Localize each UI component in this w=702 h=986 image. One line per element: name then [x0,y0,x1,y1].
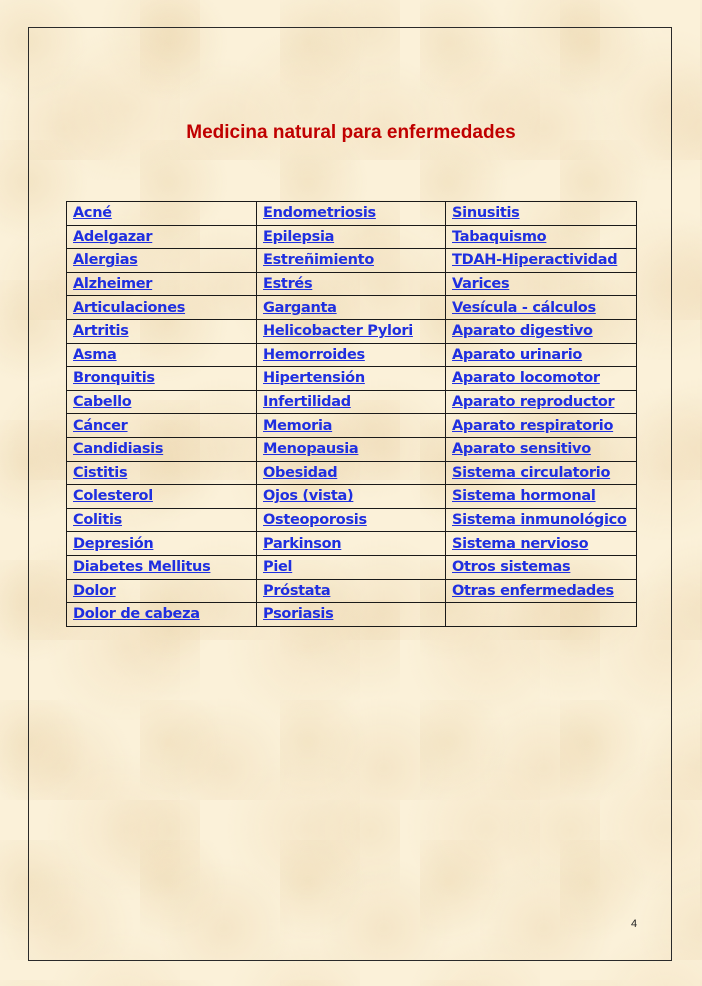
topic-link[interactable]: Aparato urinario [452,346,583,363]
topic-link[interactable]: Estrés [263,276,313,293]
table-cell [446,437,637,461]
topic-link[interactable]: Aparato respiratorio [452,417,614,434]
table-cell [446,249,637,273]
topic-link[interactable]: Colesterol [73,488,153,505]
table-cell [257,367,446,391]
topic-link[interactable]: Helicobacter Pylori [263,323,413,340]
table-cell [446,508,637,532]
topic-link[interactable]: Colitis [73,512,122,529]
table-cell [257,414,446,438]
page-number: 4 [630,918,638,930]
table-cell [67,555,257,579]
topic-link[interactable]: Aparato digestivo [452,323,593,340]
topic-link[interactable]: Otros sistemas [452,559,571,576]
table-cell [257,225,446,249]
table-cell [446,555,637,579]
topic-link[interactable]: Sistema circulatorio [452,464,611,481]
topic-link[interactable]: Obesidad [263,464,338,481]
topic-link[interactable]: Aparato reproductor [452,394,615,411]
table-row [67,579,637,603]
topic-link[interactable]: Cáncer [73,417,128,434]
table-cell [67,367,257,391]
table-cell [67,603,257,627]
table-cell [257,249,446,273]
table-cell [257,461,446,485]
topic-link[interactable]: Garganta [263,299,337,316]
table-row [67,367,637,391]
topic-link[interactable]: Alergias [73,252,138,269]
topic-link[interactable]: Dolor [73,582,116,599]
table-cell [67,579,257,603]
topic-link[interactable]: Adelgazar [73,228,153,245]
table-cell [257,437,446,461]
topic-table-body [67,202,637,627]
topic-link[interactable]: TDAH-Hiperactividad [452,252,618,269]
topic-link[interactable]: Piel [263,559,293,576]
table-cell [257,508,446,532]
table-cell [67,249,257,273]
topic-link[interactable]: Psoriasis [263,606,334,623]
table-cell [67,532,257,556]
topic-link[interactable]: Memoria [263,417,333,434]
table-row [67,390,637,414]
topic-link[interactable]: Asma [73,346,117,363]
table-cell [257,319,446,343]
table-row [67,485,637,509]
page-title: Medicina natural para enfermedades [186,122,516,143]
table-cell [67,390,257,414]
table-cell [446,414,637,438]
table-cell [67,343,257,367]
topic-link[interactable]: Parkinson [263,535,342,552]
table-cell [446,485,637,509]
table-row [67,461,637,485]
table-cell [446,367,637,391]
table-cell [67,319,257,343]
table-cell [446,390,637,414]
topic-link[interactable]: Infertilidad [263,394,351,411]
topic-link[interactable]: Varices [452,276,510,293]
table-cell [446,461,637,485]
table-row [67,225,637,249]
table-cell [67,202,257,226]
topic-link[interactable]: Menopausia [263,441,359,458]
topic-link[interactable]: Alzheimer [73,276,153,293]
topic-link[interactable]: Cabello [73,394,132,411]
topic-link[interactable]: Estreñimiento [263,252,374,269]
topic-link[interactable]: Sistema nervioso [452,535,589,552]
table-cell [67,437,257,461]
table-cell [67,461,257,485]
table-cell [446,296,637,320]
topic-link[interactable]: Acné [73,205,112,222]
table-row [67,296,637,320]
topic-link[interactable]: Sinusitis [452,205,520,222]
topic-link[interactable]: Dolor de cabeza [73,606,200,623]
table-cell [67,225,257,249]
table-row [67,437,637,461]
table-row [67,603,637,627]
table-row [67,414,637,438]
topic-link[interactable]: Cistitis [73,464,128,481]
table-row [67,555,637,579]
topic-link[interactable]: Sistema inmunológico [452,512,627,529]
table-cell [67,508,257,532]
table-cell [257,485,446,509]
table-cell [67,414,257,438]
topic-link[interactable]: Otras enfermedades [452,582,614,599]
table-row [67,272,637,296]
topic-link[interactable]: Sistema hormonal [452,488,596,505]
table-row [67,202,637,226]
topic-link[interactable]: Aparato sensitivo [452,441,591,458]
table-cell [446,202,637,226]
table-row [67,343,637,367]
topic-link[interactable]: Articulaciones [73,299,186,316]
table-cell [257,343,446,367]
table-cell [67,296,257,320]
table-cell [257,555,446,579]
table-cell [446,343,637,367]
topic-link[interactable]: Depresión [73,535,154,552]
table-row [67,532,637,556]
topic-link[interactable]: Diabetes Mellitus [73,559,211,576]
topic-table [66,201,637,627]
table-row [67,249,637,273]
table-cell [446,579,637,603]
topic-link[interactable]: Hipertensión [263,370,365,387]
table-cell [257,390,446,414]
topic-link[interactable]: Vesícula - cálculos [452,299,596,316]
topic-link[interactable]: Hemorroides [263,346,365,363]
topic-link[interactable]: Aparato locomotor [452,370,600,387]
table-cell [446,319,637,343]
table-row [67,508,637,532]
topic-link[interactable]: Osteoporosis [263,512,367,529]
table-cell [257,296,446,320]
topic-link[interactable]: Endometriosis [263,205,376,222]
topic-link[interactable]: Bronquitis [73,370,155,387]
table-cell [257,202,446,226]
table-cell [446,532,637,556]
table-row [67,319,637,343]
topic-link[interactable]: Candidiasis [73,441,164,458]
table-cell [257,532,446,556]
table-cell [446,272,637,296]
table-cell [67,485,257,509]
topic-link[interactable]: Epilepsia [263,228,335,245]
table-cell [257,603,446,627]
topic-link[interactable]: Ojos (vista) [263,488,354,505]
table-cell [67,272,257,296]
table-cell [446,225,637,249]
table-cell [257,579,446,603]
topic-link[interactable]: Próstata [263,582,331,599]
topic-link[interactable]: Artritis [73,323,129,340]
table-cell [446,603,637,627]
topic-link[interactable]: Tabaquismo [452,228,547,245]
table-cell [257,272,446,296]
